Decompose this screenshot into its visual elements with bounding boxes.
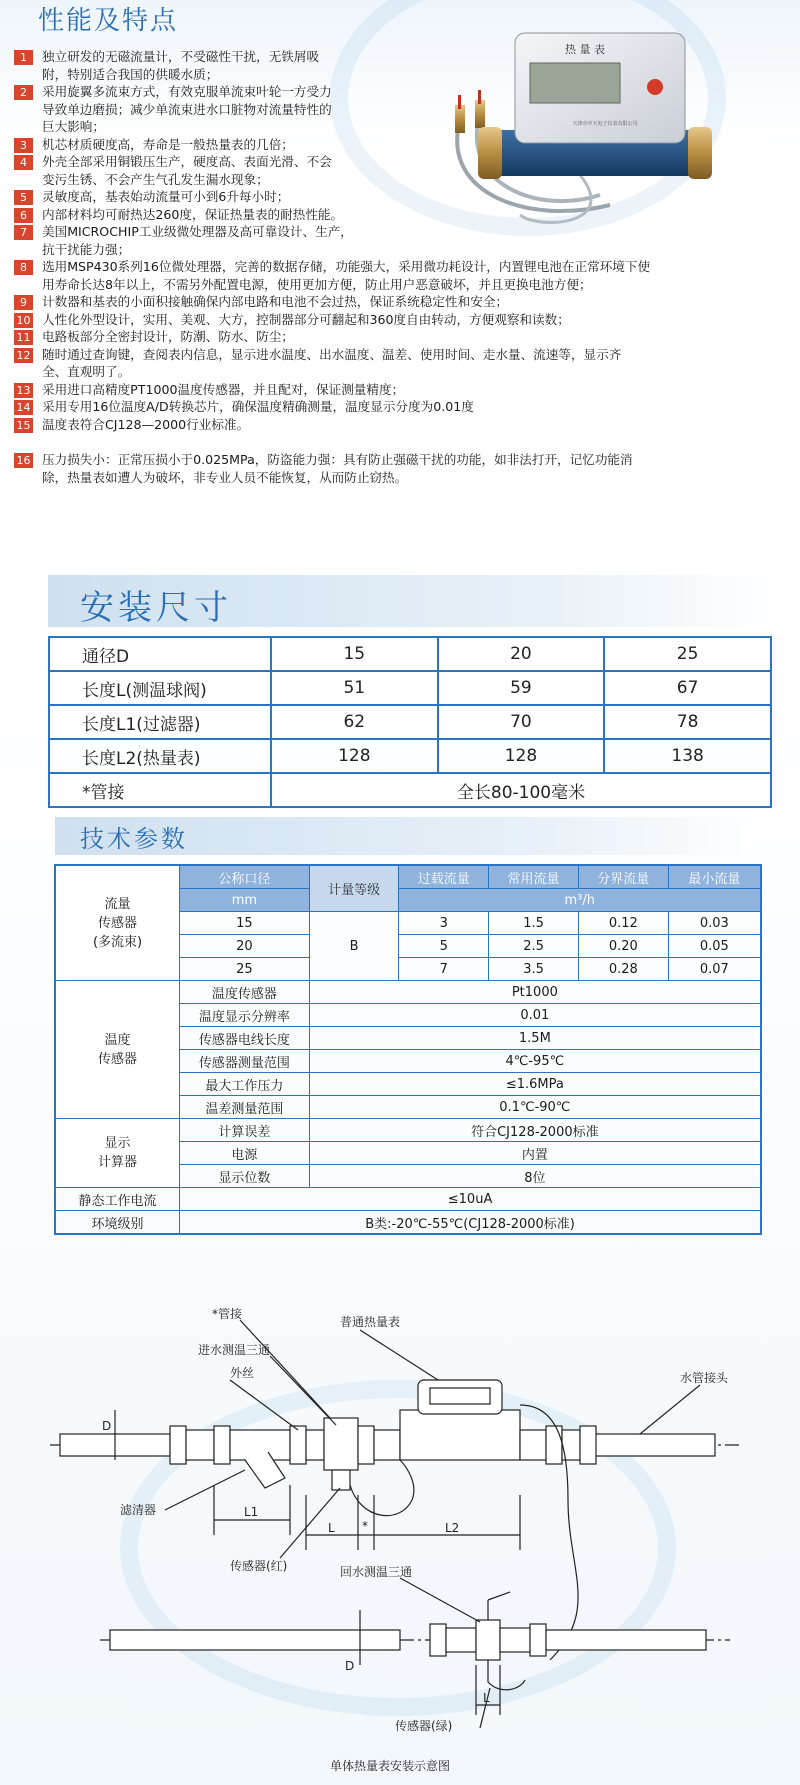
tech-table <box>54 864 762 1235</box>
label-return-tee: 回水测温三通 <box>340 1565 413 1579</box>
meter-maker: 天津市中天电子仪表有限公司 <box>572 121 638 127</box>
calculator-row <box>55 1119 761 1142</box>
feature-text: 采用旋翼多流束方式，有效克服单流束叶轮一方受力 <box>42 84 332 99</box>
group-label-line: 显示 <box>104 1136 131 1151</box>
temp-sensor-value: 0.1℃-90℃ <box>309 1096 761 1119</box>
feature-number: 14 <box>14 400 33 415</box>
group-label-line: 计算器 <box>98 1155 138 1170</box>
flow-grade: B <box>309 912 399 981</box>
feature-number: 13 <box>14 383 33 398</box>
feature-text: 机芯材质硬度高，寿命是一般热量表的几倍； <box>42 136 294 152</box>
dimension-label: 长度L(测温球阀) <box>49 671 271 705</box>
temp-sensor-param: 温度传感器 <box>180 981 310 1004</box>
feature-text: 除，热量表如遭人为破坏，非专业人员不能恢复，从而防止窃热。 <box>42 469 408 485</box>
header-unit: m³/h <box>399 889 761 912</box>
feature-number: 8 <box>14 260 33 275</box>
feature-number: 2 <box>14 85 33 100</box>
calculator-param: 显示位数 <box>180 1165 310 1188</box>
feature-text: 人性化外型设计，实用、美观、大方，控制器部分可翻起和360度自由转动，方便观察和读数； <box>42 311 570 327</box>
feature-number: 12 <box>14 348 33 363</box>
features-title: 性能及特点 <box>38 6 179 36</box>
header-overload: 过载流量 <box>399 865 489 889</box>
header-diameter: 公称口径 <box>180 865 310 889</box>
installation-title: 安装尺寸 <box>80 588 232 628</box>
feature-text: 压力损失小：正常压损小于0.025MPa，防盗能力强：具有防止强磁干扰的功能，如非法打开，记忆功能消 <box>42 452 633 467</box>
temp-sensor-value: Pt1000 <box>309 981 761 1004</box>
temp-sensor-param: 温度显示分辨率 <box>180 1004 310 1027</box>
flow-sensor-group-label <box>56 895 179 952</box>
dimension-row <box>49 739 771 773</box>
pipe-joint-row <box>49 773 771 807</box>
label-d-top: D <box>102 1419 112 1433</box>
feature-item <box>14 451 774 486</box>
label-meter: 普通热量表 <box>340 1315 401 1329</box>
group-label-line: (多流束) <box>92 934 143 950</box>
dimension-label: 长度L1(过滤器) <box>49 705 271 739</box>
feature-text: 内部材料均可耐热达260度，保证热量表的耐热性能。 <box>42 206 344 222</box>
feature-number: 1 <box>14 50 33 65</box>
flow-cell: 2.5 <box>489 935 579 958</box>
feature-item <box>14 258 774 293</box>
calculator-value: 8位 <box>309 1165 761 1188</box>
header-nominal: 常用流量 <box>489 865 579 889</box>
feature-number: 7 <box>14 225 33 240</box>
dimension-value: 128 <box>271 739 438 773</box>
feature-item <box>14 311 774 329</box>
temp-sensor-value: ≤1.6MPa <box>309 1073 761 1096</box>
feature-item <box>14 398 774 416</box>
flow-cell: 5 <box>399 935 489 958</box>
header-mm: mm <box>180 889 310 912</box>
feature-text: 采用专用16位温度A/D转换芯片，确保温度精确测量，温度显示分度为0.01度 <box>42 399 474 414</box>
temp-sensor-value: 1.5M <box>309 1027 761 1050</box>
dimension-value: 128 <box>438 739 605 773</box>
dimension-label: 长度L2(热量表) <box>49 739 271 773</box>
label-l: L <box>328 1521 335 1535</box>
group-label-line: 流量 <box>104 896 131 912</box>
flow-cell: 3.5 <box>489 958 579 981</box>
pipe-joint-value: 全长80-100毫米 <box>271 773 771 807</box>
static-current-value: ≤10uA <box>180 1188 761 1211</box>
feature-item <box>14 293 774 311</box>
diagram-caption: 单体热量表安装示意图 <box>330 1759 451 1773</box>
dimension-value: 20 <box>438 637 605 671</box>
installation-diagram <box>40 1307 760 1773</box>
label-thread: 外丝 <box>230 1366 255 1380</box>
feature-text: 计数器和基表的小面积接触确保内部电路和电池不会过热，保证系统稳定性和安全； <box>42 294 508 309</box>
flow-cell: 25 <box>180 958 310 981</box>
dimension-value: 59 <box>438 671 605 705</box>
feature-item <box>14 136 422 154</box>
feature-item <box>14 153 422 188</box>
feature-item <box>14 206 422 224</box>
environment-value: B类:-20℃-55℃(CJ128-2000标准) <box>180 1211 761 1235</box>
dimension-value: 15 <box>271 637 438 671</box>
feature-text: 外壳全部采用铜锻压生产，硬度高、表面光滑、不会 <box>42 154 332 169</box>
flow-cell: 20 <box>180 935 310 958</box>
header-minimum: 最小流量 <box>668 865 761 889</box>
feature-item <box>14 416 774 434</box>
label-sensor-green: 传感器(绿) <box>395 1719 453 1733</box>
dimension-row <box>49 705 771 739</box>
feature-text: 随时通过查询键，查阅表内信息，显示进水温度、出水温度、温差、使用时间、走水量、流速等，显示齐 <box>42 346 622 362</box>
label-d-bottom: D <box>345 1659 355 1673</box>
feature-item <box>14 188 422 206</box>
label-l-bottom: L <box>483 1691 490 1705</box>
feature-item <box>14 48 422 83</box>
feature-item <box>14 346 774 381</box>
group-label-line: 温度 <box>104 1032 131 1048</box>
feature-number: 4 <box>14 155 33 170</box>
flow-cell: 7 <box>399 958 489 981</box>
static-current-label: 静态工作电流 <box>55 1188 180 1211</box>
feature-text: 采用进口高精度PT1000温度传感器，并且配对，保证测量精度； <box>42 381 405 397</box>
flow-sensor-group <box>55 865 180 981</box>
flow-cell: 0.03 <box>668 912 761 935</box>
feature-text: 巨大影响； <box>42 119 105 134</box>
dimension-label: 通径D <box>49 637 271 671</box>
feature-text: 灵敏度高，基表始动流量可小到6升每小时； <box>42 189 290 204</box>
dimension-row <box>49 637 771 671</box>
label-sensor-red: 传感器(红) <box>230 1559 288 1573</box>
flow-cell: 0.05 <box>668 935 761 958</box>
temp-sensor-value: 0.01 <box>309 1004 761 1027</box>
feature-text: 独立研发的无磁流量计，不受磁性干扰，无铁屑吸 <box>42 49 320 64</box>
calculator-value: 符合CJ128-2000标准 <box>309 1119 761 1142</box>
temp-sensor-row <box>55 981 761 1004</box>
temp-sensor-param: 传感器测量范围 <box>180 1050 310 1073</box>
calculator-param: 电源 <box>180 1142 310 1165</box>
feature-number: 6 <box>14 208 33 223</box>
flow-cell: 0.28 <box>578 958 668 981</box>
feature-text: 全、直观明了。 <box>42 364 131 379</box>
feature-text: 用寿命长达8年以上，不需另外配置电源，使用更加方便，防止用户恶意破坏，并且更换电池方便； <box>42 276 592 292</box>
feature-text: 抗干扰能力强； <box>42 241 131 257</box>
pipe-joint-label: *管接 <box>49 773 271 807</box>
feature-number: 16 <box>14 453 33 468</box>
dimension-value: 67 <box>604 671 771 705</box>
feature-number: 5 <box>14 190 33 205</box>
flow-cell: 0.07 <box>668 958 761 981</box>
header-transition: 分界流量 <box>578 865 668 889</box>
feature-text: 选用MSP430系列16位微处理器，完善的数据存储，功能强大，采用微功耗设计，内置锂电池在正常环境下使 <box>42 259 651 274</box>
feature-text: 附，特别适合我国的供暖水质； <box>42 66 219 82</box>
feature-number: 10 <box>14 313 33 328</box>
feature-item <box>14 381 774 399</box>
dimension-value: 78 <box>604 705 771 739</box>
installation-table <box>48 636 772 808</box>
feature-item <box>14 328 774 346</box>
dimension-row <box>49 671 771 705</box>
feature-number: 9 <box>14 295 33 310</box>
flow-cell: 1.5 <box>489 912 579 935</box>
dimension-value: 62 <box>271 705 438 739</box>
temp-sensor-param: 传感器电线长度 <box>180 1027 310 1050</box>
flow-cell: 0.12 <box>578 912 668 935</box>
feature-text: 美国MICROCHIP工业级微处理器及高可靠设计、生产， <box>42 224 353 239</box>
calculator-param: 计算误差 <box>180 1119 310 1142</box>
label-inlet-tee: 进水测温三通 <box>198 1343 271 1357</box>
static-current-row <box>55 1188 761 1211</box>
label-pipe-connector: 水管接头 <box>680 1371 729 1385</box>
feature-text: 温度表符合CJ128—2000行业标准。 <box>42 416 250 432</box>
calculator-group <box>55 1119 180 1188</box>
label-l2: L2 <box>445 1521 460 1535</box>
temp-sensor-param: 最大工作压力 <box>180 1073 310 1096</box>
calculator-value: 内置 <box>309 1142 761 1165</box>
dimension-value: 25 <box>604 637 771 671</box>
dimension-value: 138 <box>604 739 771 773</box>
label-pipe-joint: *管接 <box>212 1307 243 1321</box>
feature-text: 变污生锈、不会产生气孔发生漏水现象； <box>42 171 269 187</box>
meter-label: 热 量 表 <box>565 43 605 56</box>
feature-number: 11 <box>14 330 33 345</box>
dimension-value: 70 <box>438 705 605 739</box>
feature-text: 电路板部分全密封设计，防潮、防水、防尘； <box>42 329 294 344</box>
label-filter: 滤清器 <box>120 1503 157 1517</box>
feature-number: 3 <box>14 138 33 153</box>
heat-meter-photo <box>420 25 720 235</box>
flow-cell: 3 <box>399 912 489 935</box>
feature-item <box>14 83 422 136</box>
label-l1: L1 <box>244 1505 259 1519</box>
environment-label: 环境级别 <box>55 1211 180 1235</box>
temp-sensor-value: 4℃-95℃ <box>309 1050 761 1073</box>
feature-number: 15 <box>14 418 33 433</box>
feature-item <box>14 223 422 258</box>
header-grade: 计量等级 <box>309 865 399 912</box>
feature-text: 导致单边磨损；减少单流束进水口脏物对流量特性的 <box>42 101 332 117</box>
group-label-line: 传感器 <box>98 915 138 931</box>
group-label-line: 传感器 <box>98 1051 138 1067</box>
temp-sensor-group <box>55 981 180 1119</box>
flow-cell: 15 <box>180 912 310 935</box>
dimension-value: 51 <box>271 671 438 705</box>
label-star: * <box>362 1519 368 1533</box>
tech-title: 技术参数 <box>80 825 188 853</box>
temp-sensor-param: 温差测量范围 <box>180 1096 310 1119</box>
environment-row <box>55 1211 761 1235</box>
flow-cell: 0.20 <box>578 935 668 958</box>
